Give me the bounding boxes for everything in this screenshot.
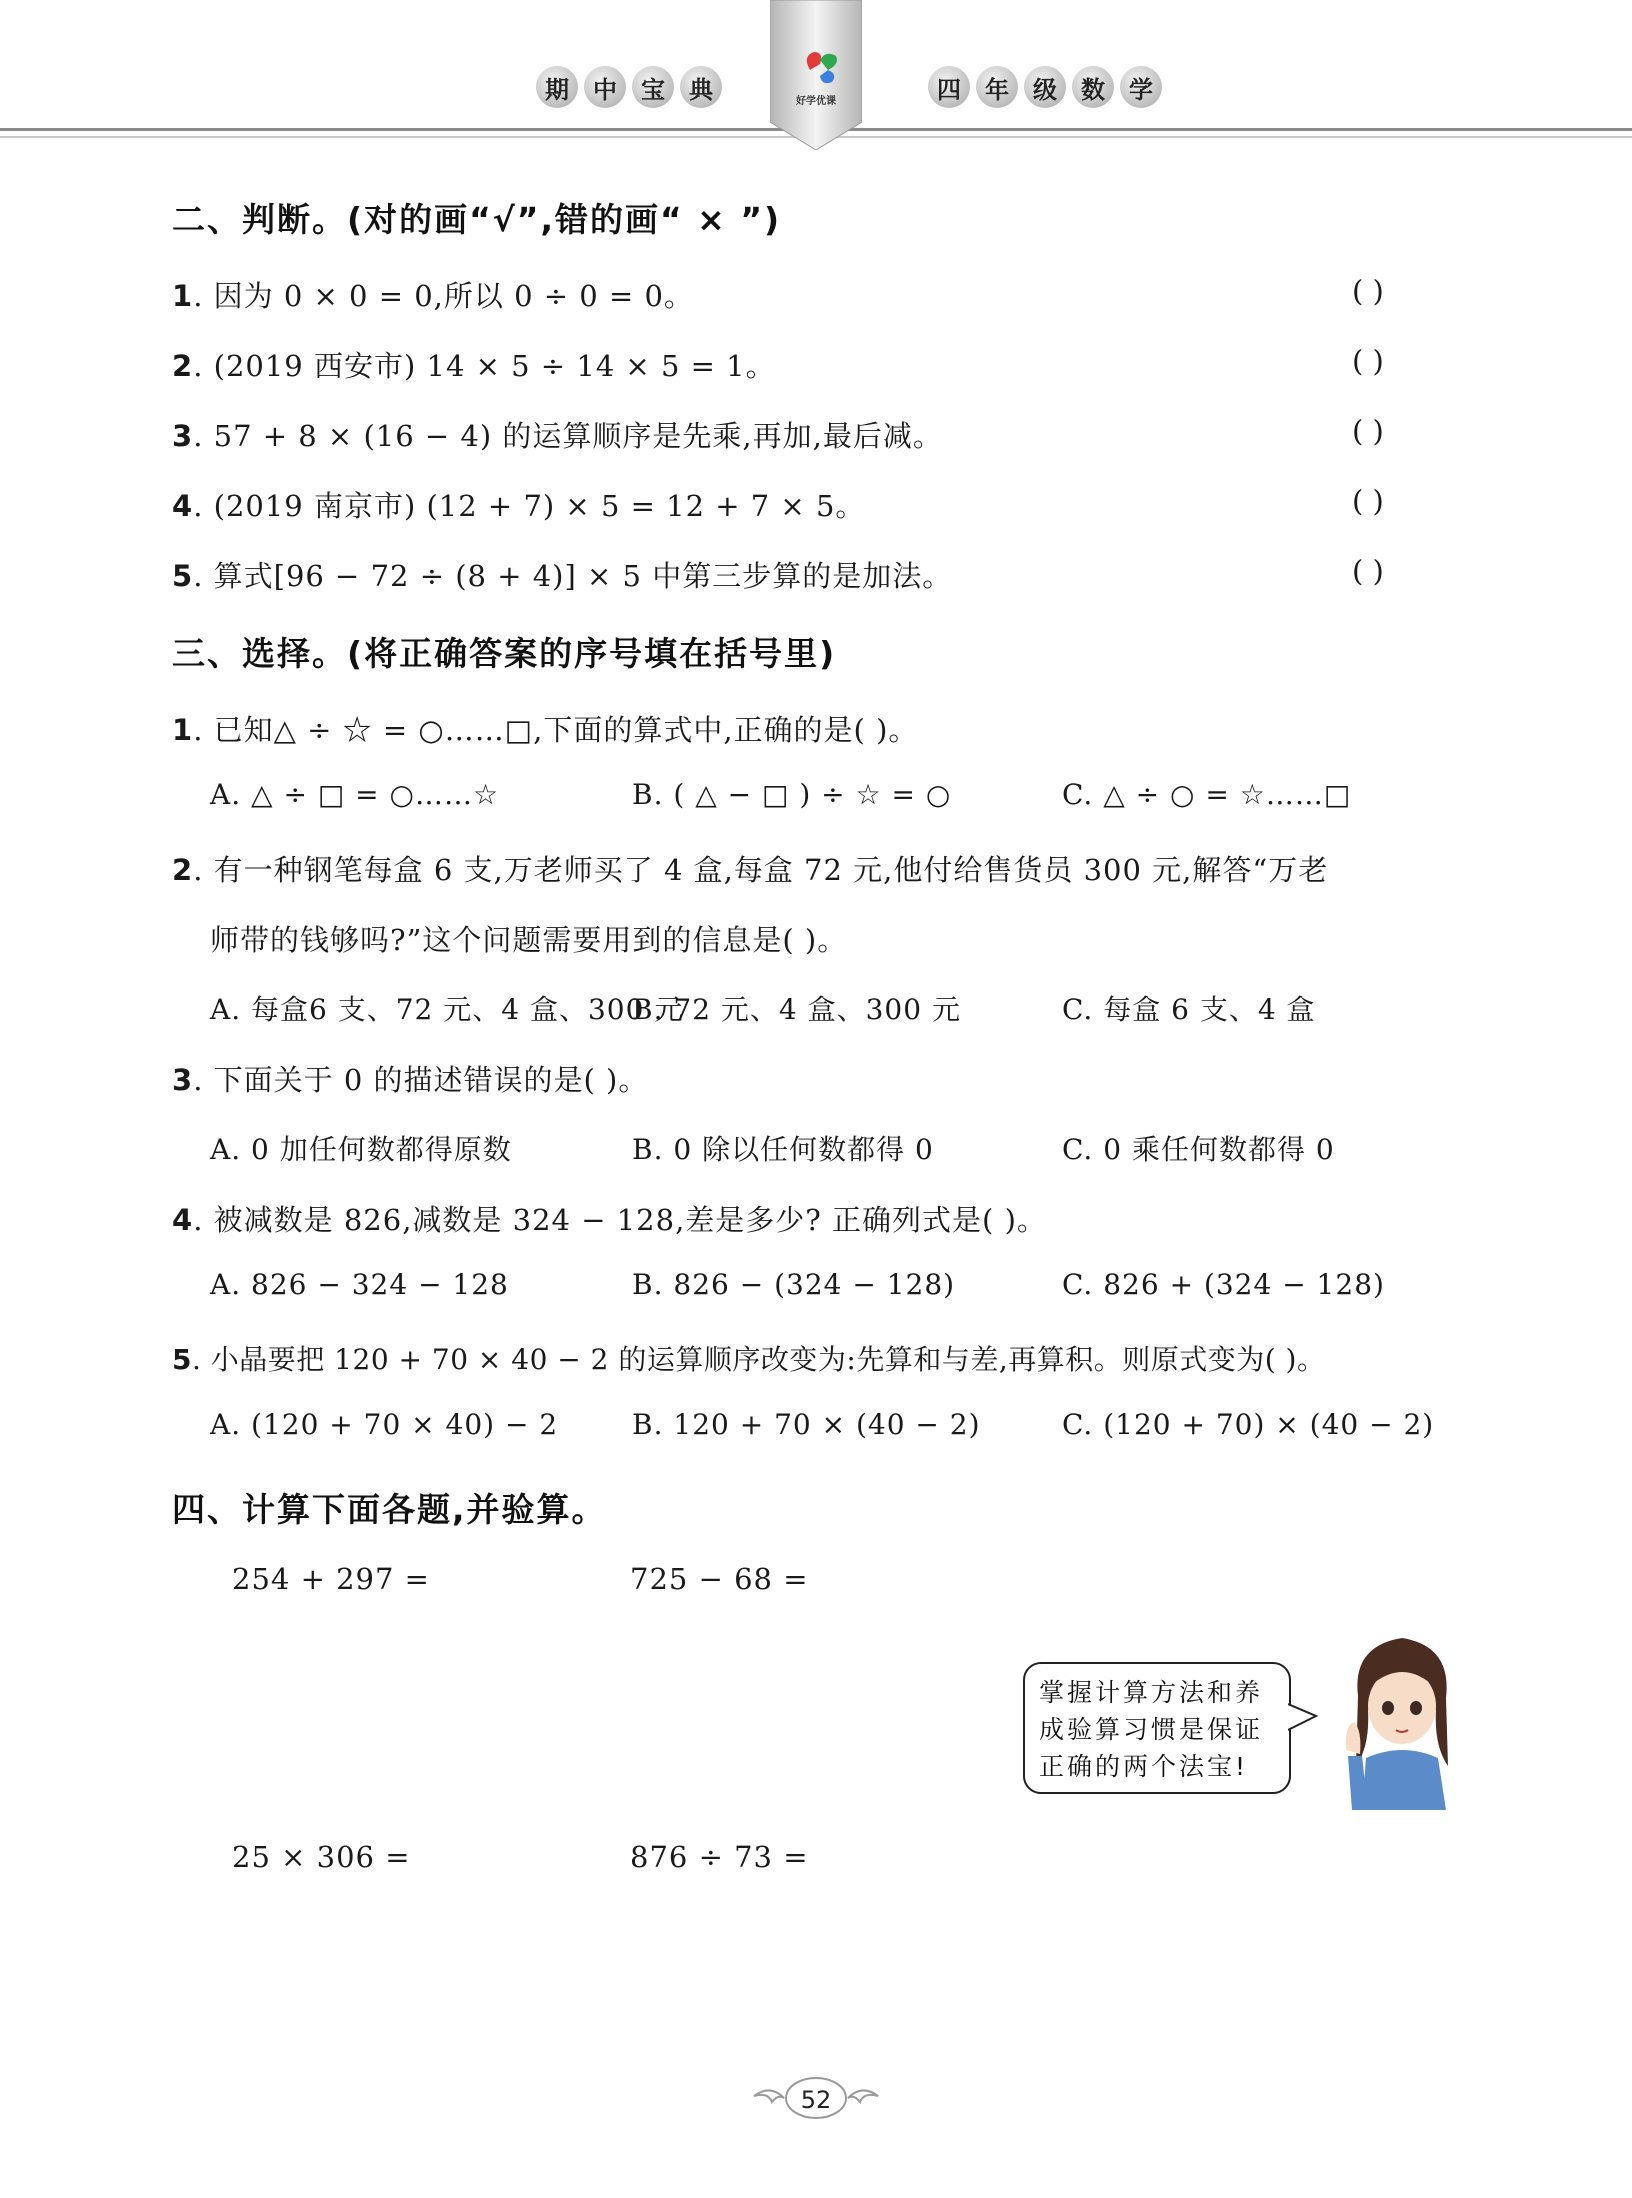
item-text: . 算式[96 − 72 ÷ (8 + 4)] × 5 中第三步算的是加法。 [193, 559, 953, 593]
logo-tab [770, 0, 862, 150]
judgment-item-2 [172, 344, 776, 385]
option-a[interactable]: A. 0 加任何数都得原数 [210, 1133, 512, 1166]
option-a[interactable]: A. 826 − 324 − 128 [210, 1268, 509, 1301]
section-title-choice: 三、选择。(将正确答案的序号填在括号里) [172, 634, 837, 673]
girl-illustration [1338, 1626, 1468, 1810]
option-a[interactable]: A. (120 + 70 × 40) − 2 [210, 1408, 559, 1441]
item-text: . 小晶要把 120 + 70 × 40 − 2 的运算顺序改变为:先算和与差,再算积。则原式变为( )。 [191, 1343, 1326, 1376]
option-b[interactable]: B. 72 元、4 盒、300 元 [632, 993, 961, 1026]
section-title-judgment: 二、判断。(对的画“√”,错的画“ × ”) [172, 200, 782, 239]
option-c[interactable]: C. △ ÷ ○ = ☆……□ [1062, 778, 1352, 811]
item-number: 5 [172, 1343, 192, 1376]
answer-blank[interactable]: ( ) [1352, 274, 1384, 308]
judgment-item-4 [172, 484, 865, 525]
choice-question-5 [172, 1338, 1325, 1378]
choice-question-3 [172, 1058, 648, 1099]
bubble-line: 成验算习惯是保证 [1039, 1715, 1264, 1744]
header-char: 学 [1120, 66, 1162, 108]
bubble-tail [1288, 1700, 1320, 1736]
item-number: 1 [172, 279, 194, 313]
calc-problem: 254 + 297 = [232, 1562, 430, 1596]
option-b[interactable]: B. 0 除以任何数都得 0 [632, 1133, 934, 1166]
option-b[interactable]: B. 826 − (324 − 128) [632, 1268, 956, 1301]
choice-question-4 [172, 1198, 1047, 1239]
header-char: 级 [1024, 66, 1066, 108]
item-number: 2 [172, 349, 194, 383]
page-number: 52 [800, 2086, 832, 2114]
header-right-title [928, 66, 1162, 108]
calc-problem: 876 ÷ 73 = [630, 1840, 809, 1874]
choice-question-2 [172, 848, 1328, 889]
calc-problem: 25 × 306 = [232, 1840, 411, 1874]
answer-blank[interactable]: ( ) [1352, 344, 1384, 378]
item-text: . (2019 西安市) 14 × 5 ÷ 14 × 5 = 1。 [193, 349, 776, 383]
option-c[interactable]: C. 826 + (324 − 128) [1062, 1268, 1385, 1301]
judgment-item-3 [172, 414, 943, 455]
item-number: 4 [172, 489, 194, 523]
speech-bubble [1023, 1662, 1291, 1794]
option-c[interactable]: C. (120 + 70) × (40 − 2) [1062, 1408, 1435, 1441]
item-number: 5 [172, 559, 194, 593]
item-text: . 下面关于 0 的描述错误的是( )。 [193, 1063, 649, 1097]
option-c[interactable]: C. 0 乘任何数都得 0 [1062, 1133, 1335, 1166]
item-text: . 已知△ ÷ ☆ = ○……□,下面的算式中,正确的是( )。 [193, 713, 919, 747]
header-left-title [536, 66, 722, 108]
option-a[interactable]: A. △ ÷ □ = ○……☆ [210, 778, 500, 811]
item-text: . 被减数是 826,减数是 324 − 128,差是多少? 正确列式是( )。 [193, 1203, 1047, 1237]
header-char: 宝 [632, 66, 674, 108]
choice-question-1 [172, 708, 918, 749]
item-number: 4 [172, 1203, 194, 1237]
item-text: . 有一种钢笔每盒 6 支,万老师买了 4 盒,每盒 72 元,他付给售货员 300 元,解答“万老 [193, 853, 1329, 887]
header-char: 数 [1072, 66, 1114, 108]
item-text: . 因为 0 × 0 = 0,所以 0 ÷ 0 = 0。 [193, 279, 694, 313]
bubble-line: 正确的两个法宝! [1039, 1752, 1249, 1781]
item-text: . (2019 南京市) (12 + 7) × 5 = 12 + 7 × 5。 [193, 489, 866, 523]
option-a[interactable]: A. 每盒6 支、72 元、4 盒、300 元 [210, 993, 684, 1026]
option-b[interactable]: B. ( △ − □ ) ÷ ☆ = ○ [632, 778, 952, 811]
header-char: 典 [680, 66, 722, 108]
option-b[interactable]: B. 120 + 70 × (40 − 2) [632, 1408, 981, 1441]
option-c[interactable]: C. 每盒 6 支、4 盒 [1062, 993, 1316, 1026]
brand-logo-text: 好学优课 [796, 96, 836, 107]
section-title-calculation: 四、计算下面各题,并验算。 [172, 1490, 607, 1529]
header-char: 中 [584, 66, 626, 108]
judgment-item-1 [172, 274, 694, 315]
header-char: 年 [976, 66, 1018, 108]
answer-blank[interactable]: ( ) [1352, 414, 1384, 448]
item-number: 2 [172, 853, 194, 887]
calc-problem: 725 − 68 = [630, 1562, 809, 1596]
item-number: 3 [172, 419, 194, 453]
item-number: 3 [172, 1063, 194, 1097]
header-char: 期 [536, 66, 578, 108]
choice-question-2-cont: 师带的钱够吗?”这个问题需要用到的信息是( )。 [210, 923, 848, 957]
answer-blank[interactable]: ( ) [1352, 484, 1384, 518]
answer-blank[interactable]: ( ) [1352, 554, 1384, 588]
item-number: 1 [172, 713, 194, 747]
item-text: . 57 + 8 × (16 − 4) 的运算顺序是先乘,再加,最后减。 [193, 419, 943, 453]
judgment-item-5 [172, 554, 952, 595]
header-char: 四 [928, 66, 970, 108]
bubble-line: 掌握计算方法和养 [1039, 1678, 1264, 1707]
